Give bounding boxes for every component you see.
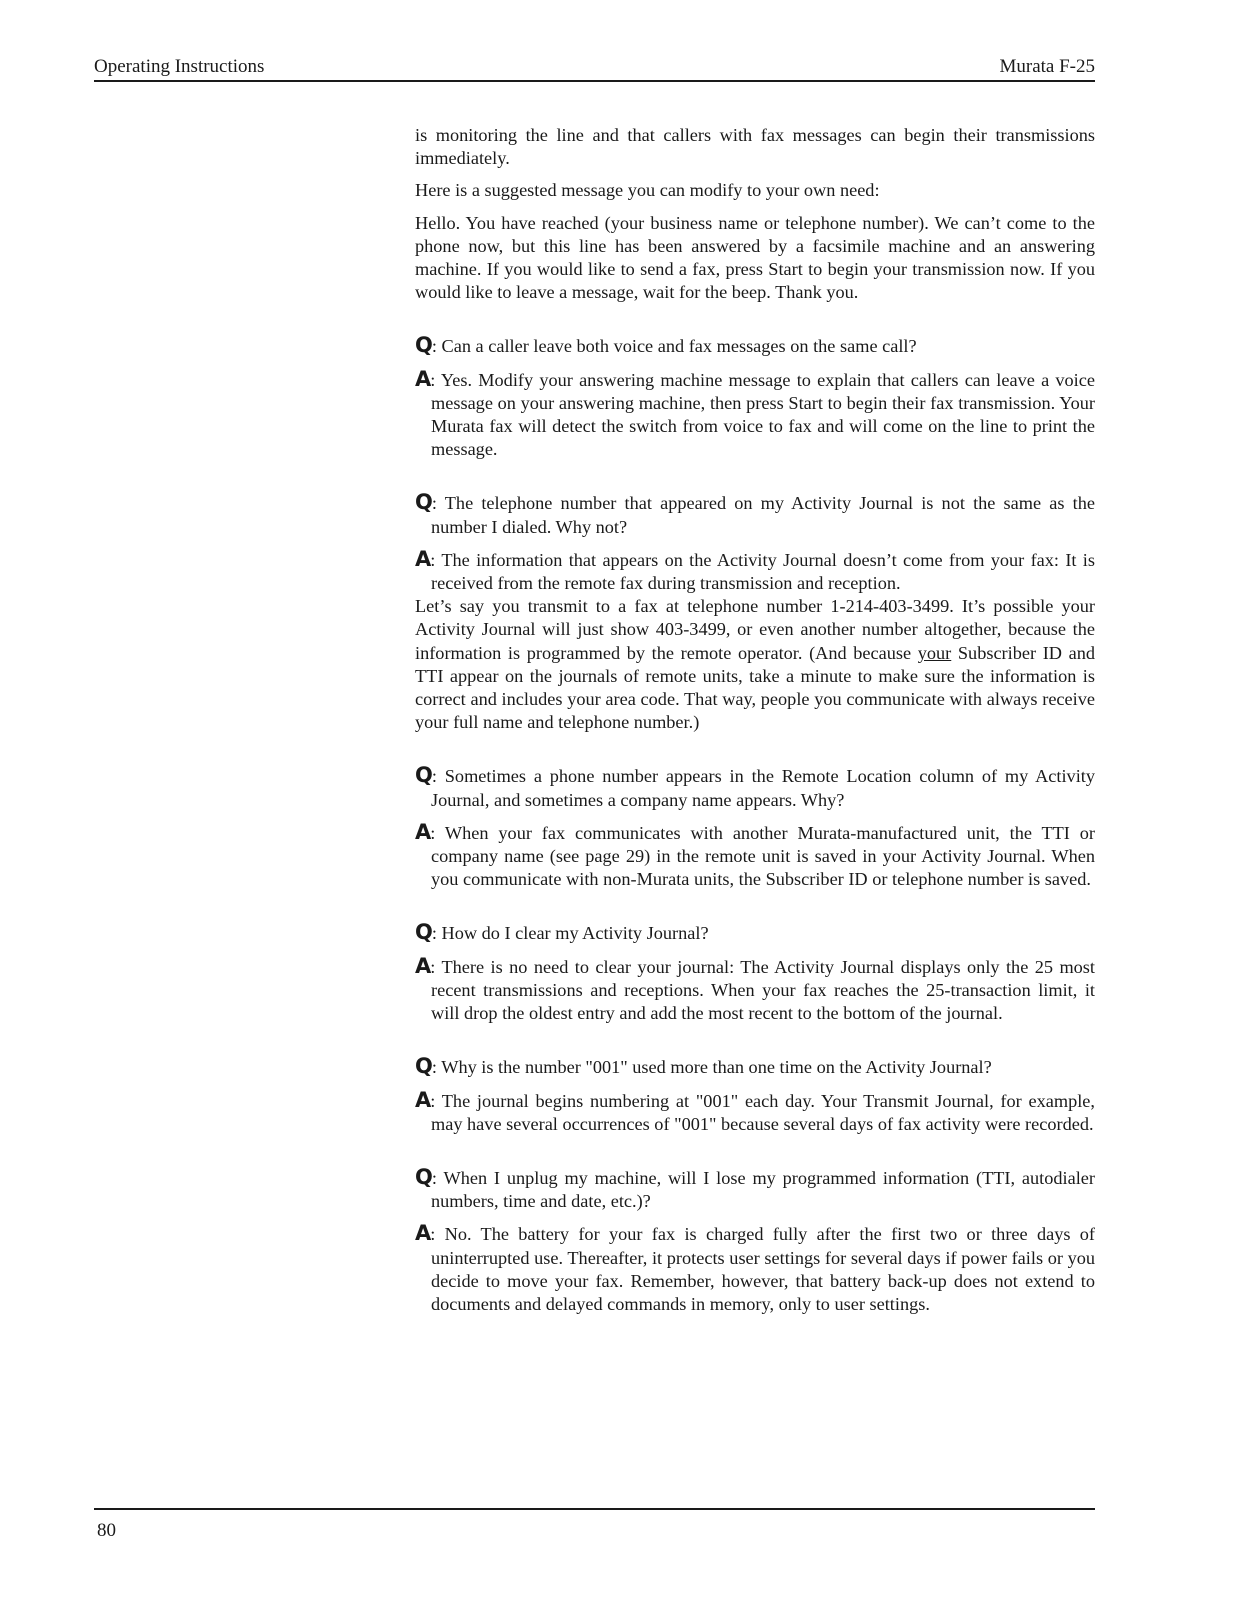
question-text: How do I clear my Activity Journal?: [441, 923, 709, 944]
page-body: [415, 124, 1095, 1325]
question-text: Can a caller leave both voice and fax messages on the same call?: [441, 336, 917, 357]
answer-marker: A: [415, 819, 431, 844]
faq-question: Q: Can a caller leave both voice and fax messages on the same call?: [415, 333, 917, 358]
faq-item: [415, 1055, 1095, 1136]
faq-item: [415, 491, 1095, 734]
question-text: The telephone number that appeared on my Activity Journal is not the same as the number I dialed. Why not?: [431, 493, 1095, 537]
faq-answer: A: There is no need to clear your journal: The Activity Journal displays only the 25 most recent transmissions and receptions. When your fax reaches the 25-transaction limit, it will drop the oldest entry and add the most recent to the bottom of the journal.: [415, 953, 1095, 1024]
faq-question: Q: When I unplug my machine, will I lose my programmed information (TTI, autodialer numbers, time and date, etc.)?: [415, 1164, 1096, 1212]
faq-question: Q: Why is the number "001" used more than one time on the Activity Journal?: [415, 1054, 992, 1079]
faq-answer: A: No. The battery for your fax is charged fully after the first two or three days of uninterrupted use. Thereafter, it protects user settings for several days if power fails or you decide to move your fax. Remember, however, that battery back-up does not extend to documents and delayed commands in memory, only to user settings.: [415, 1221, 1095, 1314]
faq-item: [415, 1166, 1095, 1316]
faq-item: [415, 764, 1095, 891]
answer-marker: A: [415, 953, 431, 978]
answer-marker: A: [415, 546, 431, 571]
faq-question: Q: Sometimes a phone number appears in the Remote Location column of my Activity Journal, and sometimes a company name appears. Why?: [415, 763, 1095, 810]
faq-question: Q: The telephone number that appeared on my Activity Journal is not the same as the number I dialed. Why not?: [415, 490, 1095, 537]
faq-answer: A: Yes. Modify your answering machine message to explain that callers can leave a voice message on your answering machine, then press Start to begin their fax transmission. Your Murata fax will detect the switch from voice to fax and will come on the line to print the message.: [415, 366, 1095, 460]
sample-message: Hello. You have reached (your business name or telephone number). We can’t come to the phone now, but this line has been answered by a facsimile machine and an answering machine. If you would like to send a fax, press Start to begin your transmission now. If you would like to leave a message, wait for the beep. Thank you.: [415, 212, 1095, 303]
question-marker: Q: [415, 490, 432, 515]
question-marker: Q: [415, 920, 432, 945]
faq-question: Q: How do I clear my Activity Journal?: [415, 920, 709, 945]
question-marker: Q: [415, 333, 432, 358]
answer-text-part: Let’s say you transmit to a fax at telephone number 1-214-403-3499. It’s possible your Activity Journal will just show 403-3499, or even another number altogether, because the information is programmed by the remote operator. (And because: [415, 596, 1095, 663]
answer-text: The information that appears on the Activity Journal doesn’t come from your fax: It is received from the remote fax during transmission and reception.: [431, 549, 1095, 594]
answer-text: Yes. Modify your answering machine message to explain that callers can leave a voice message on your answering machine, then press Start to begin their fax transmission. Your Murata fax will detect the switch from voice to fax and will come on the line to print the message.: [431, 369, 1095, 460]
faq-answer: A: The journal begins numbering at "001" each day. Your Transmit Journal, for example, may have several occurrences of "001" because several days of fax activity were recorded.: [415, 1087, 1095, 1134]
answer-marker: A: [415, 1221, 431, 1246]
intro-paragraph: is monitoring the line and that callers with fax messages can begin their transmissions immediately.: [415, 125, 1095, 169]
header-section-title: Operating Instructions: [94, 56, 265, 77]
faq-answer-continued: [415, 595, 1095, 734]
footer-divider: [94, 1508, 1095, 1510]
question-text: Why is the number "001" used more than one time on the Activity Journal?: [441, 1057, 992, 1078]
question-marker: Q: [415, 1164, 432, 1189]
answer-text-part: Subscriber ID and TTI appear on the journals of remote units, take a minute to make sure the information is correct and includes your area code. That way, people you communicate with always receive your full name and telephone number.): [415, 642, 1095, 733]
question-marker: Q: [415, 763, 432, 788]
faq-item: [415, 921, 1095, 1025]
intro-paragraph: Here is a suggested message you can modify to your own need:: [415, 180, 880, 201]
answer-text: No. The battery for your fax is charged fully after the first two or three days of uninterrupted use. Thereafter, it protects user settings for several days if power fails or you decide to move your fax. Remember, however, that battery back-up does not extend to documents and delayed commands in memory, only to user settings.: [431, 1224, 1095, 1314]
underlined-word: your: [917, 642, 952, 663]
question-text: Sometimes a phone number appears in the Remote Location column of my Activity Journal, and sometimes a company name appears. Why?: [431, 766, 1095, 810]
answer-marker: A: [415, 366, 431, 391]
question-marker: Q: [415, 1054, 432, 1079]
answer-text: The journal begins numbering at "001" each day. Your Transmit Journal, for example, may have several occurrences of "001" because several days of fax activity were recorded.: [431, 1090, 1095, 1134]
faq-item: [415, 334, 1095, 461]
header-product-name: Murata F-25: [999, 56, 1095, 77]
answer-text: There is no need to clear your journal: The Activity Journal displays only the 25 most recent transmissions and receptions. When your fax reaches the 25-transaction limit, it will drop the oldest entry and add the most recent to the bottom of the journal.: [431, 956, 1095, 1024]
answer-text: When your fax communicates with another Murata-manufactured unit, the TTI or company name (see page 29) in the remote unit is saved in your Activity Journal. When you communicate with non-Murata units, the Subscriber ID or telephone number is saved.: [431, 822, 1095, 890]
faq-answer: A: When your fax communicates with another Murata-manufactured unit, the TTI or company name (see page 29) in the remote unit is saved in your Activity Journal. When you communicate with non-Murata units, the Subscriber ID or telephone number is saved.: [415, 819, 1095, 890]
page-number: 80: [97, 1520, 116, 1541]
answer-marker: A: [415, 1087, 431, 1112]
page-header: [94, 54, 1095, 82]
question-text: When I unplug my machine, will I lose my programmed information (TTI, autodialer numbers, time and date, etc.)?: [431, 1167, 1096, 1212]
faq-answer: A: The information that appears on the Activity Journal doesn’t come from your fax: It is received from the remote fax during transmission and reception.: [415, 546, 1095, 594]
